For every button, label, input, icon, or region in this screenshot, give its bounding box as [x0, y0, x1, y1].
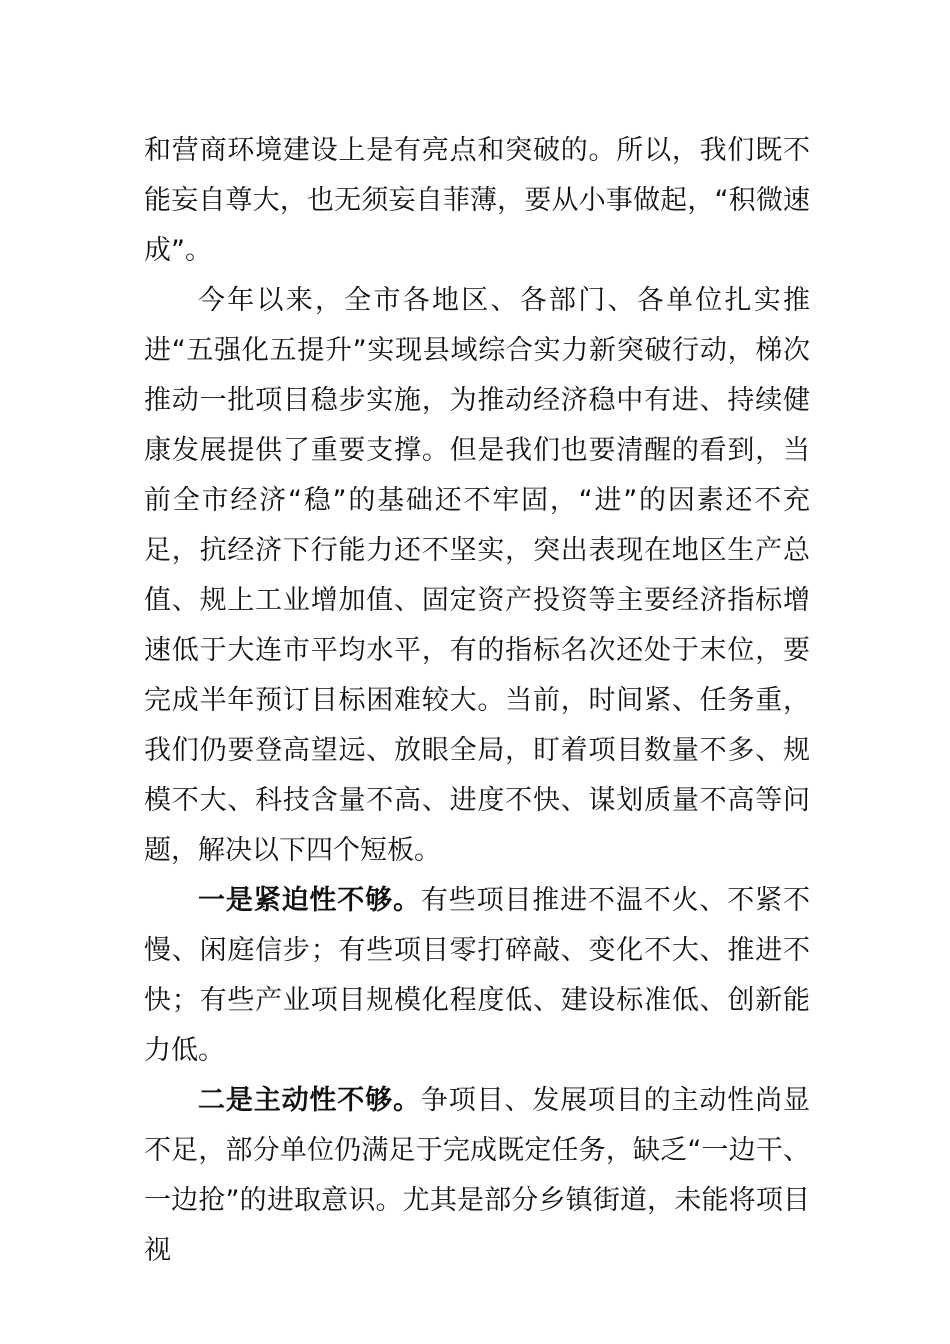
paragraph-1 [144, 126, 810, 276]
paragraph-3 [144, 876, 810, 1076]
document-body [144, 126, 810, 1276]
paragraph-3-lead: 一是紧迫性不够。 [198, 885, 421, 916]
paragraph-2-text: 今年以来，全市各地区、各部门、各单位扎实推进“五强化五提升”实现县域综合实力新突破行动，梯次推动一批项目稳步实施，为推动经济稳中有进、持续健康发展提供了重要支撑。但是我们也要清醒的看到，当前全市经济“稳”的基础还不牢固，“进”的因素还不充足，抗经济下行能力还不坚实，突出表现在地区生产总值、规上工业增加值、固定资产投资等主要经济指标增速低于大连市平均水平，有的指标名次还处于末位，要完成半年预订目标困难较大。当前，时间紧、任务重，我们仍要登高望远、放眼全局，盯着项目数量不多、规模不大、科技含量不高、进度不快、谋划质量不高等问题，解决以下四个短板。 [144, 285, 810, 866]
paragraph-2 [144, 276, 810, 876]
paragraph-4 [144, 1076, 810, 1276]
paragraph-3-text: 有些项目推进不温不火、不紧不慢、闲庭信步；有些项目零打碎敲、变化不大、推进不快；有些产业项目规模化程度低、建设标准低、创新能力低。 [144, 885, 811, 1066]
paragraph-1-text: 和营商环境建设上是有亮点和突破的。所以，我们既不能妄自尊大，也无须妄自菲薄，要从小事做起，“积微速成”。 [144, 135, 810, 266]
paragraph-4-text: 争项目、发展项目的主动性尚显不足，部分单位仍满足于完成既定任务，缺乏“一边干、一边抢”的进取意识。尤其是部分乡镇街道，未能将项目视 [144, 1085, 811, 1266]
paragraph-4-lead: 二是主动性不够。 [198, 1085, 421, 1116]
